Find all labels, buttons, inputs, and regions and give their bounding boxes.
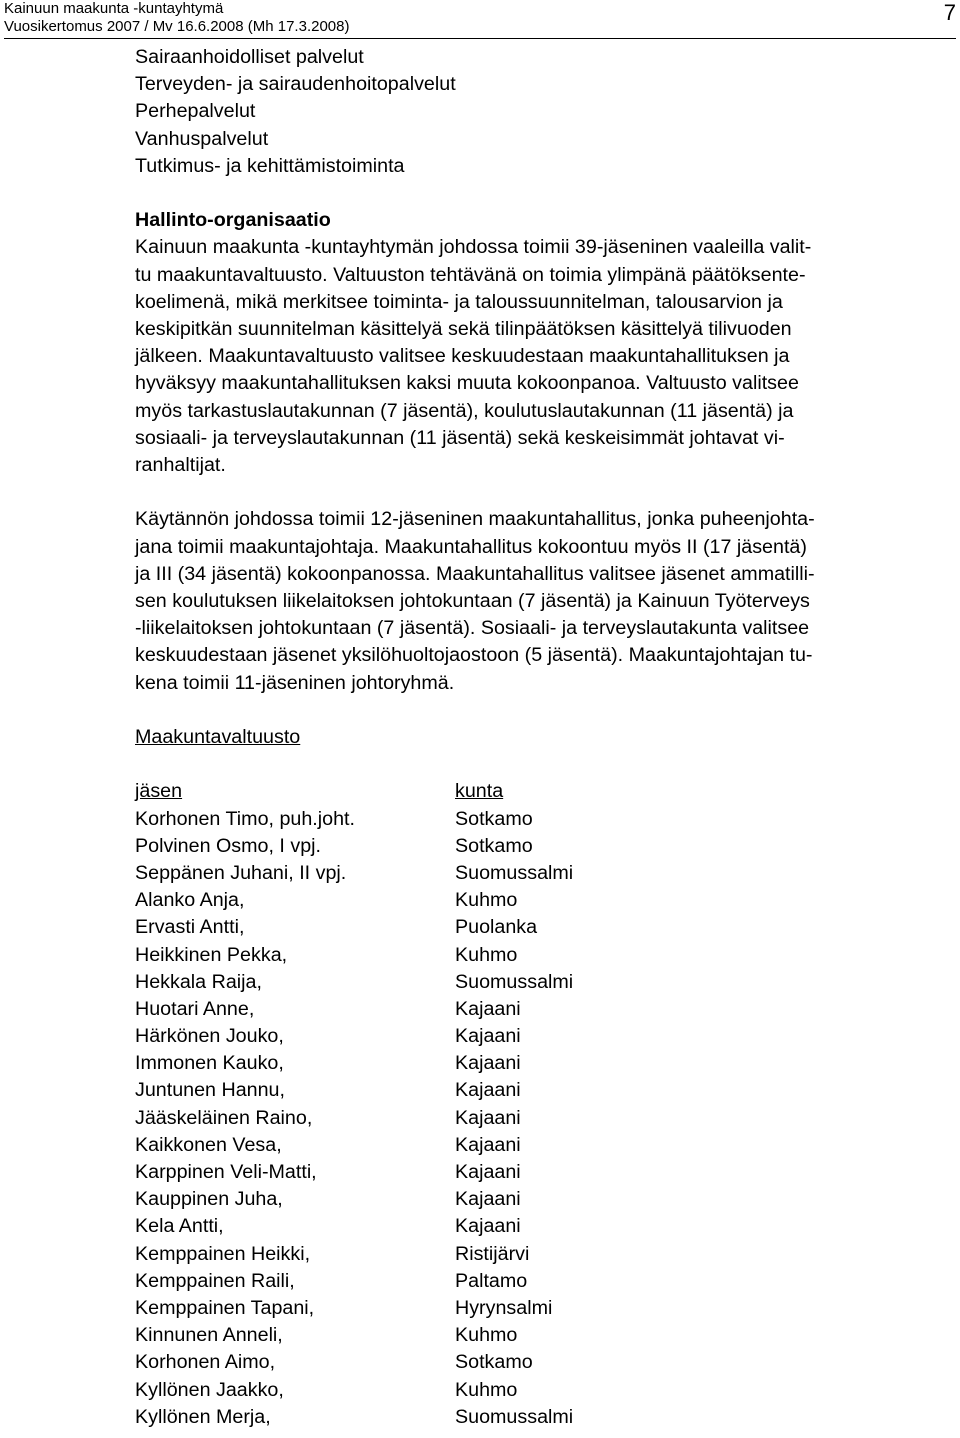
column-header-kunta: kunta: [455, 780, 504, 803]
members-table-body: [135, 806, 955, 1431]
member-row: [135, 1349, 955, 1376]
spacer: [135, 180, 955, 207]
member-name: Ervasti Antti,: [135, 916, 245, 939]
paragraph-line: sen koulutuksen liikelaitoksen johtokuntaan (7 jäsentä) ja Kainuun Työterveys: [135, 590, 810, 613]
member-kunta: Sotkamo: [455, 1351, 533, 1374]
member-row: [135, 887, 955, 914]
member-name: Kinnunen Anneli,: [135, 1324, 283, 1347]
paragraph-line: Kainuun maakunta -kuntayhtymän johdossa toimii 39-jäseninen vaaleilla valit-: [135, 236, 812, 259]
paragraph-line: sosiaali- ja terveyslautakunnan (11 jäsentä) sekä keskeisimmät johtavat vi-: [135, 426, 785, 449]
member-row: [135, 1159, 955, 1186]
member-name: Huotari Anne,: [135, 997, 255, 1020]
section-heading-hallinto: Hallinto-organisaatio: [135, 209, 331, 232]
member-kunta: Sotkamo: [455, 834, 533, 857]
paragraph-line: hyväksyy maakuntahallituksen kaksi muuta kokoonpanoa. Valtuusto valitsee: [135, 372, 799, 395]
service-item: Perhepalvelut: [135, 100, 256, 123]
member-name: Kyllönen Jaakko,: [135, 1378, 284, 1401]
paragraph-line: jana toimii maakuntajohtaja. Maakuntahallitus kokoontuu myös II (17 jäsentä): [135, 535, 807, 558]
header-org: Kainuun maakunta -kuntayhtymä: [4, 0, 224, 17]
member-name: Hekkala Raija,: [135, 970, 262, 993]
paragraph-line: myös tarkastuslautakunnan (7 jäsentä), koulutuslautakunnan (11 jäsentä) ja: [135, 399, 794, 422]
service-item: Sairaanhoidolliset palvelut: [135, 46, 364, 68]
column-header-name: jäsen: [135, 780, 183, 803]
member-kunta: Kuhmo: [455, 889, 518, 912]
paragraph-line: Käytännön johdossa toimii 12-jäseninen maakuntahallitus, jonka puheenjohta-: [135, 508, 815, 531]
section-heading-valtuusto: Maakuntavaltuusto: [135, 726, 301, 749]
services-list: [135, 44, 955, 180]
member-row: [135, 1295, 955, 1322]
member-name: Juntunen Hannu,: [135, 1079, 285, 1102]
member-name: Seppänen Juhani, II vpj.: [135, 861, 347, 884]
member-name: Kemppainen Tapani,: [135, 1296, 315, 1319]
spacer: [135, 479, 955, 506]
member-name: Immonen Kauko,: [135, 1052, 284, 1075]
member-row: [135, 1322, 955, 1349]
header-version: Vuosikertomus 2007 / Mv 16.6.2008 (Mh 17.3.2008): [4, 18, 350, 35]
page-header: [4, 0, 956, 39]
member-kunta: Hyrynsalmi: [455, 1296, 553, 1319]
member-row: [135, 1050, 955, 1077]
member-name: Korhonen Aimo,: [135, 1351, 276, 1374]
member-row: [135, 860, 955, 887]
spacer: [135, 697, 955, 724]
member-row: [135, 1404, 955, 1431]
member-row: [135, 914, 955, 941]
hallinto-paragraph-2: [135, 506, 955, 696]
paragraph-line: ja III (34 jäsentä) kokoonpanossa. Maakuntahallitus valitsee jäsenet ammatilli-: [135, 562, 815, 585]
member-row: [135, 1377, 955, 1404]
member-name: Kaikkonen Vesa,: [135, 1133, 282, 1156]
member-kunta: Kajaani: [455, 997, 521, 1020]
paragraph-line: -liikelaitoksen johtokuntaan (7 jäsentä). Sosiaali- ja terveyslautakunta valitsee: [135, 617, 810, 640]
member-row: [135, 1186, 955, 1213]
member-kunta: Suomussalmi: [455, 1405, 574, 1428]
member-row: [135, 806, 955, 833]
paragraph-line: jälkeen. Maakuntavaltuusto valitsee keskuudestaan maakuntahallituksen ja: [135, 345, 790, 368]
member-kunta: Paltamo: [455, 1269, 528, 1292]
member-name: Kemppainen Raili,: [135, 1269, 295, 1292]
paragraph-line: tu maakuntavaltuusto. Valtuuston tehtävänä on toimia ylimpänä päätöksente-: [135, 263, 806, 286]
member-kunta: Kajaani: [455, 1161, 521, 1184]
member-row: [135, 833, 955, 860]
member-row: [135, 942, 955, 969]
member-kunta: Kajaani: [455, 1052, 521, 1075]
paragraph-line: keskuudestaan jäsenet yksilöhuoltojaostoon (5 jäsentä). Maakuntajohtajan tu-: [135, 644, 813, 667]
member-kunta: Kajaani: [455, 1188, 521, 1211]
member-name: Heikkinen Pekka,: [135, 943, 288, 966]
member-kunta: Sotkamo: [455, 807, 533, 830]
document-body: [135, 44, 955, 1431]
members-table-header: [135, 778, 955, 805]
member-row: [135, 1023, 955, 1050]
member-row: [135, 996, 955, 1023]
member-kunta: Puolanka: [455, 916, 538, 939]
member-row: [135, 1213, 955, 1240]
member-name: Kauppinen Juha,: [135, 1188, 283, 1211]
member-kunta: Kajaani: [455, 1106, 521, 1129]
member-row: [135, 1241, 955, 1268]
member-kunta: Suomussalmi: [455, 861, 574, 884]
member-kunta: Kuhmo: [455, 1378, 518, 1401]
member-kunta: Kuhmo: [455, 943, 518, 966]
member-row: [135, 1132, 955, 1159]
service-item: Vanhuspalvelut: [135, 127, 269, 150]
member-name: Kyllönen Merja,: [135, 1405, 271, 1428]
member-kunta: Kajaani: [455, 1215, 521, 1238]
member-kunta: Suomussalmi: [455, 970, 574, 993]
member-kunta: Kajaani: [455, 1133, 521, 1156]
paragraph-line: koelimenä, mikä merkitsee toiminta- ja taloussuunnitelman, talousarvion ja: [135, 290, 783, 313]
member-name: Kela Antti,: [135, 1215, 224, 1238]
paragraph-line: kena toimii 11-jäseninen johtoryhmä.: [135, 671, 455, 694]
service-item: Terveyden- ja sairaudenhoitopalvelut: [135, 73, 456, 96]
member-row: [135, 1268, 955, 1295]
hallinto-paragraph-1: [135, 234, 955, 479]
service-item: Tutkimus- ja kehittämistoiminta: [135, 154, 405, 177]
paragraph-line: keskipitkän suunnitelman käsittelyä sekä tilinpäätöksen käsittelyä tilivuoden: [135, 318, 792, 341]
member-name: Alanko Anja,: [135, 889, 245, 912]
member-name: Härkönen Jouko,: [135, 1025, 284, 1048]
paragraph-line: ranhaltijat.: [135, 454, 226, 477]
member-name: Korhonen Timo, puh.joht.: [135, 807, 355, 830]
member-name: Kemppainen Heikki,: [135, 1242, 311, 1265]
member-kunta: Kajaani: [455, 1079, 521, 1102]
spacer: [135, 751, 955, 778]
member-name: Jääskeläinen Raino,: [135, 1106, 313, 1129]
page-number: 7: [943, 0, 956, 25]
member-kunta: Ristijärvi: [455, 1242, 530, 1265]
member-name: Karppinen Veli-Matti,: [135, 1161, 317, 1184]
member-row: [135, 1077, 955, 1104]
member-row: [135, 969, 955, 996]
member-kunta: Kajaani: [455, 1025, 521, 1048]
member-row: [135, 1105, 955, 1132]
members-table: [135, 778, 955, 1431]
member-kunta: Kuhmo: [455, 1324, 518, 1347]
member-name: Polvinen Osmo, I vpj.: [135, 834, 322, 857]
